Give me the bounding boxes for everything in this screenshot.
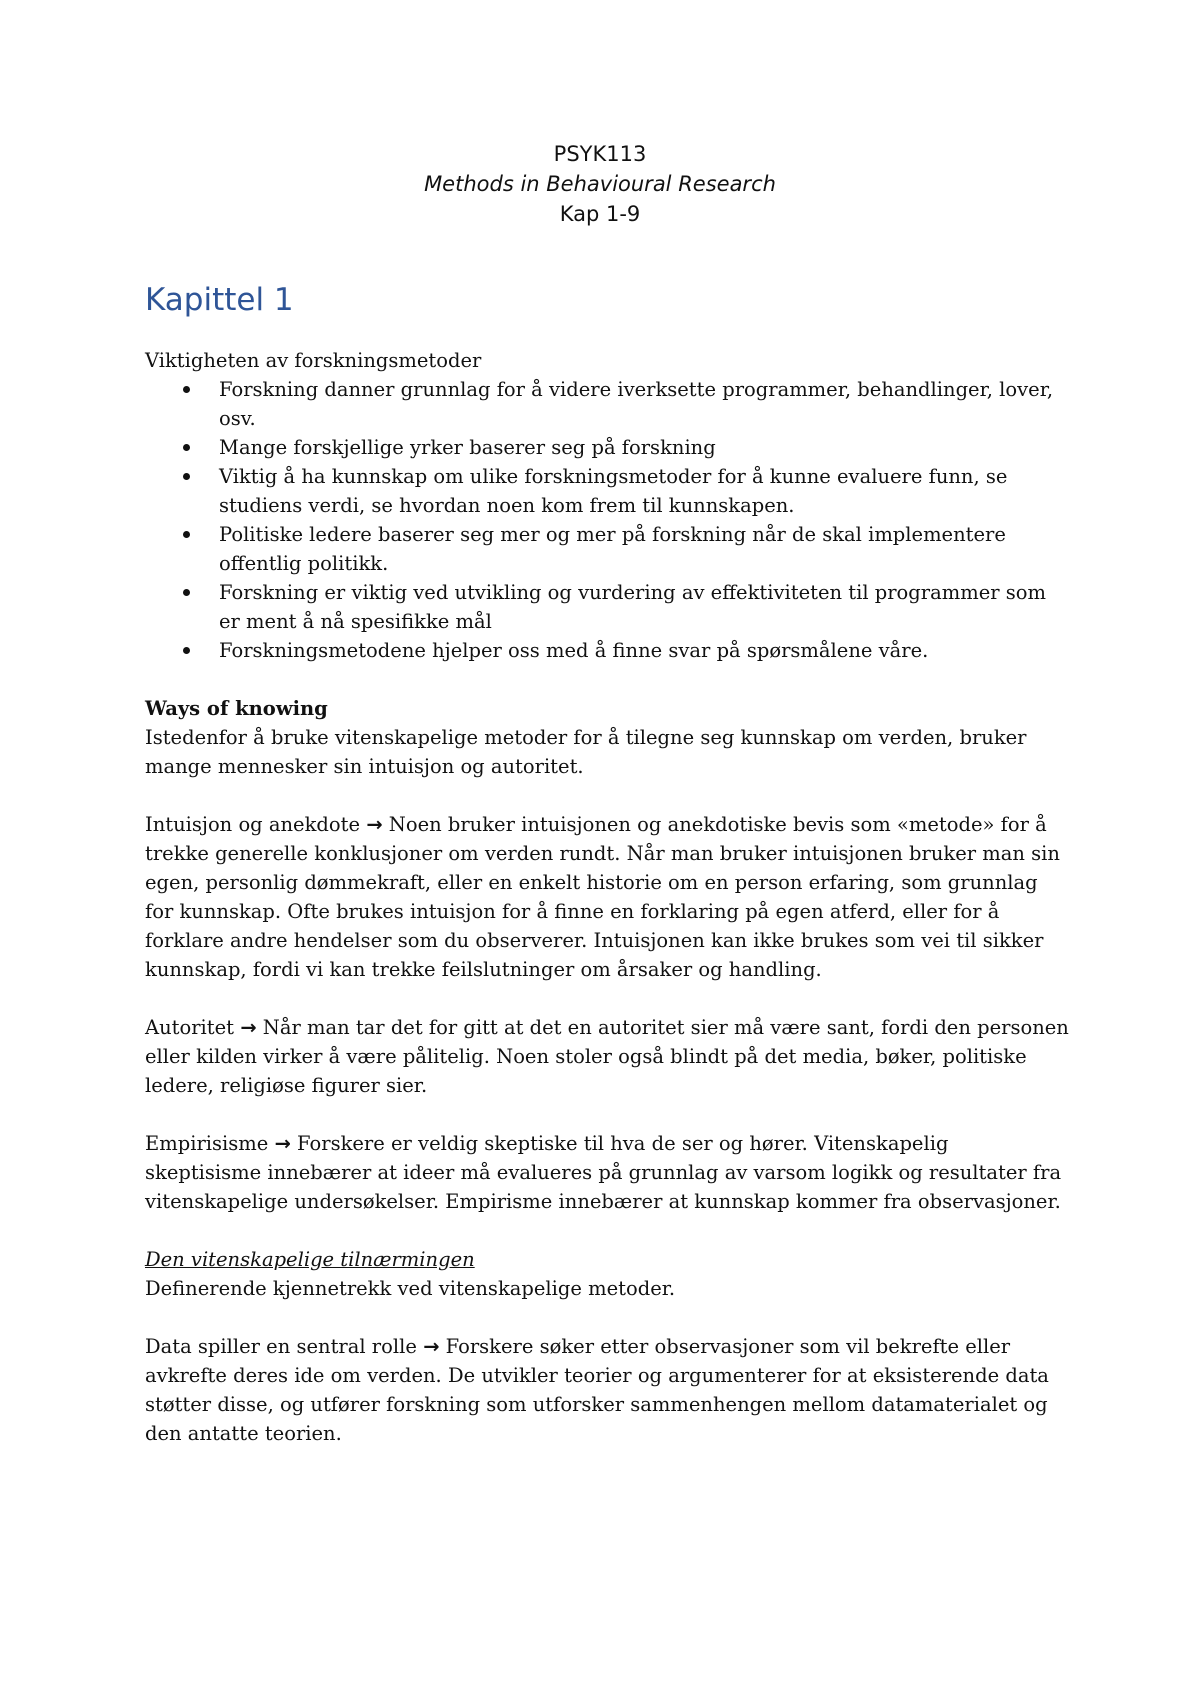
bullet-icon — [183, 531, 190, 538]
bullet-item: Viktig å ha kunnskap om ulike forskningsmetoder for å kunne evaluere funn, se studiens verdi, se hvordan noen kom frem til kunnskapen. — [145, 462, 1070, 520]
ways-of-knowing-intro: Istedenfor å bruke vitenskapelige metoder for å tilegne seg kunnskap om verden, bruker mange mennesker sin intuisjon og autoritet. — [145, 726, 1027, 778]
arrow-right-icon: → — [423, 1335, 440, 1358]
term-label: Data spiller en sentral rolle — [145, 1335, 417, 1358]
bullet-icon — [183, 444, 190, 451]
bullet-icon — [183, 647, 190, 654]
document-body — [145, 346, 1070, 1448]
paragraph-data-role — [145, 1332, 1070, 1448]
importance-bullet-list — [145, 375, 1070, 665]
bullet-item: Forskning er viktig ved utvikling og vurdering av effektiviteten til programmer som er ment å nå spesifikke mål — [145, 578, 1070, 636]
paragraph-authority — [145, 1013, 1070, 1100]
paragraph-empiricism — [145, 1129, 1070, 1216]
title-block — [0, 139, 1200, 229]
scientific-approach-intro: Definerende kjennetrekk ved vitenskapelige metoder. — [145, 1277, 676, 1300]
chapter-heading: Kapittel 1 — [145, 282, 294, 318]
course-code: PSYK113 — [553, 142, 647, 166]
ways-of-knowing-heading: Ways of knowing — [145, 697, 328, 720]
term-label: Empirisisme — [145, 1132, 269, 1155]
chapter-range: Kap 1-9 — [559, 202, 641, 226]
term-description: Forskere er veldig skeptiske til hva de ser og hører. Vitenskapelig skeptisisme innebærer at ideer må evalueres på grunnlag av varsom logikk og resultater fra vitenskapelige undersøkelser. Empirisme innebærer at kunnskap kommer fra observasjoner. — [145, 1132, 1062, 1213]
bullet-icon — [183, 386, 190, 393]
paragraph-intuition — [145, 810, 1070, 984]
arrow-right-icon: → — [274, 1132, 291, 1155]
term-label: Autoritet — [145, 1016, 234, 1039]
section-heading-importance: Viktigheten av forskningsmetoder — [145, 349, 482, 372]
arrow-right-icon: → — [366, 813, 383, 836]
term-label: Intuisjon og anekdote — [145, 813, 361, 836]
bullet-item: Forskning danner grunnlag for å videre iverksette programmer, behandlinger, lover, osv. — [145, 375, 1070, 433]
bullet-icon — [183, 589, 190, 596]
bullet-item: Mange forskjellige yrker baserer seg på forskning — [145, 433, 1070, 462]
bullet-icon — [183, 473, 190, 480]
term-description: Noen bruker intuisjonen og anekdotiske bevis som «metode» for å trekke generelle konklusjoner om verden rundt. Når man bruker intuisjonen bruker man sin egen, personlig dømmekraft, eller en enkelt historie om en person erfaring, som grunnlag for kunnskap. Ofte brukes intuisjon for å finne en forklaring på egen atferd, eller for å forklare andre hendelser som du observerer. Intuisjonen kan ikke brukes som vei til sikker kunnskap, fordi vi kan trekke feilslutninger om årsaker og handling. — [145, 813, 1060, 981]
arrow-right-icon: → — [240, 1016, 257, 1039]
term-description: Når man tar det for gitt at det en autoritet sier må være sant, fordi den personen eller kilden virker å være pålitelig. Noen stoler også blindt på det media, bøker, politiske ledere, religiøse figurer sier. — [145, 1016, 1069, 1097]
term-description: Forskere søker etter observasjoner som vil bekrefte eller avkrefte deres ide om verden. De utvikler teorier og argumenterer for at eksisterende data støtter disse, og utfører forskning som utforsker sammenhengen mellom datamaterialet og den antatte teorien. — [145, 1335, 1049, 1445]
scientific-approach-heading: Den vitenskapelige tilnærmingen — [145, 1248, 475, 1271]
book-title: Methods in Behavioural Research — [424, 172, 776, 196]
bullet-item: Forskningsmetodene hjelper oss med å finne svar på spørsmålene våre. — [145, 636, 1070, 665]
bullet-item: Politiske ledere baserer seg mer og mer på forskning når de skal implementere offentlig politikk. — [145, 520, 1070, 578]
